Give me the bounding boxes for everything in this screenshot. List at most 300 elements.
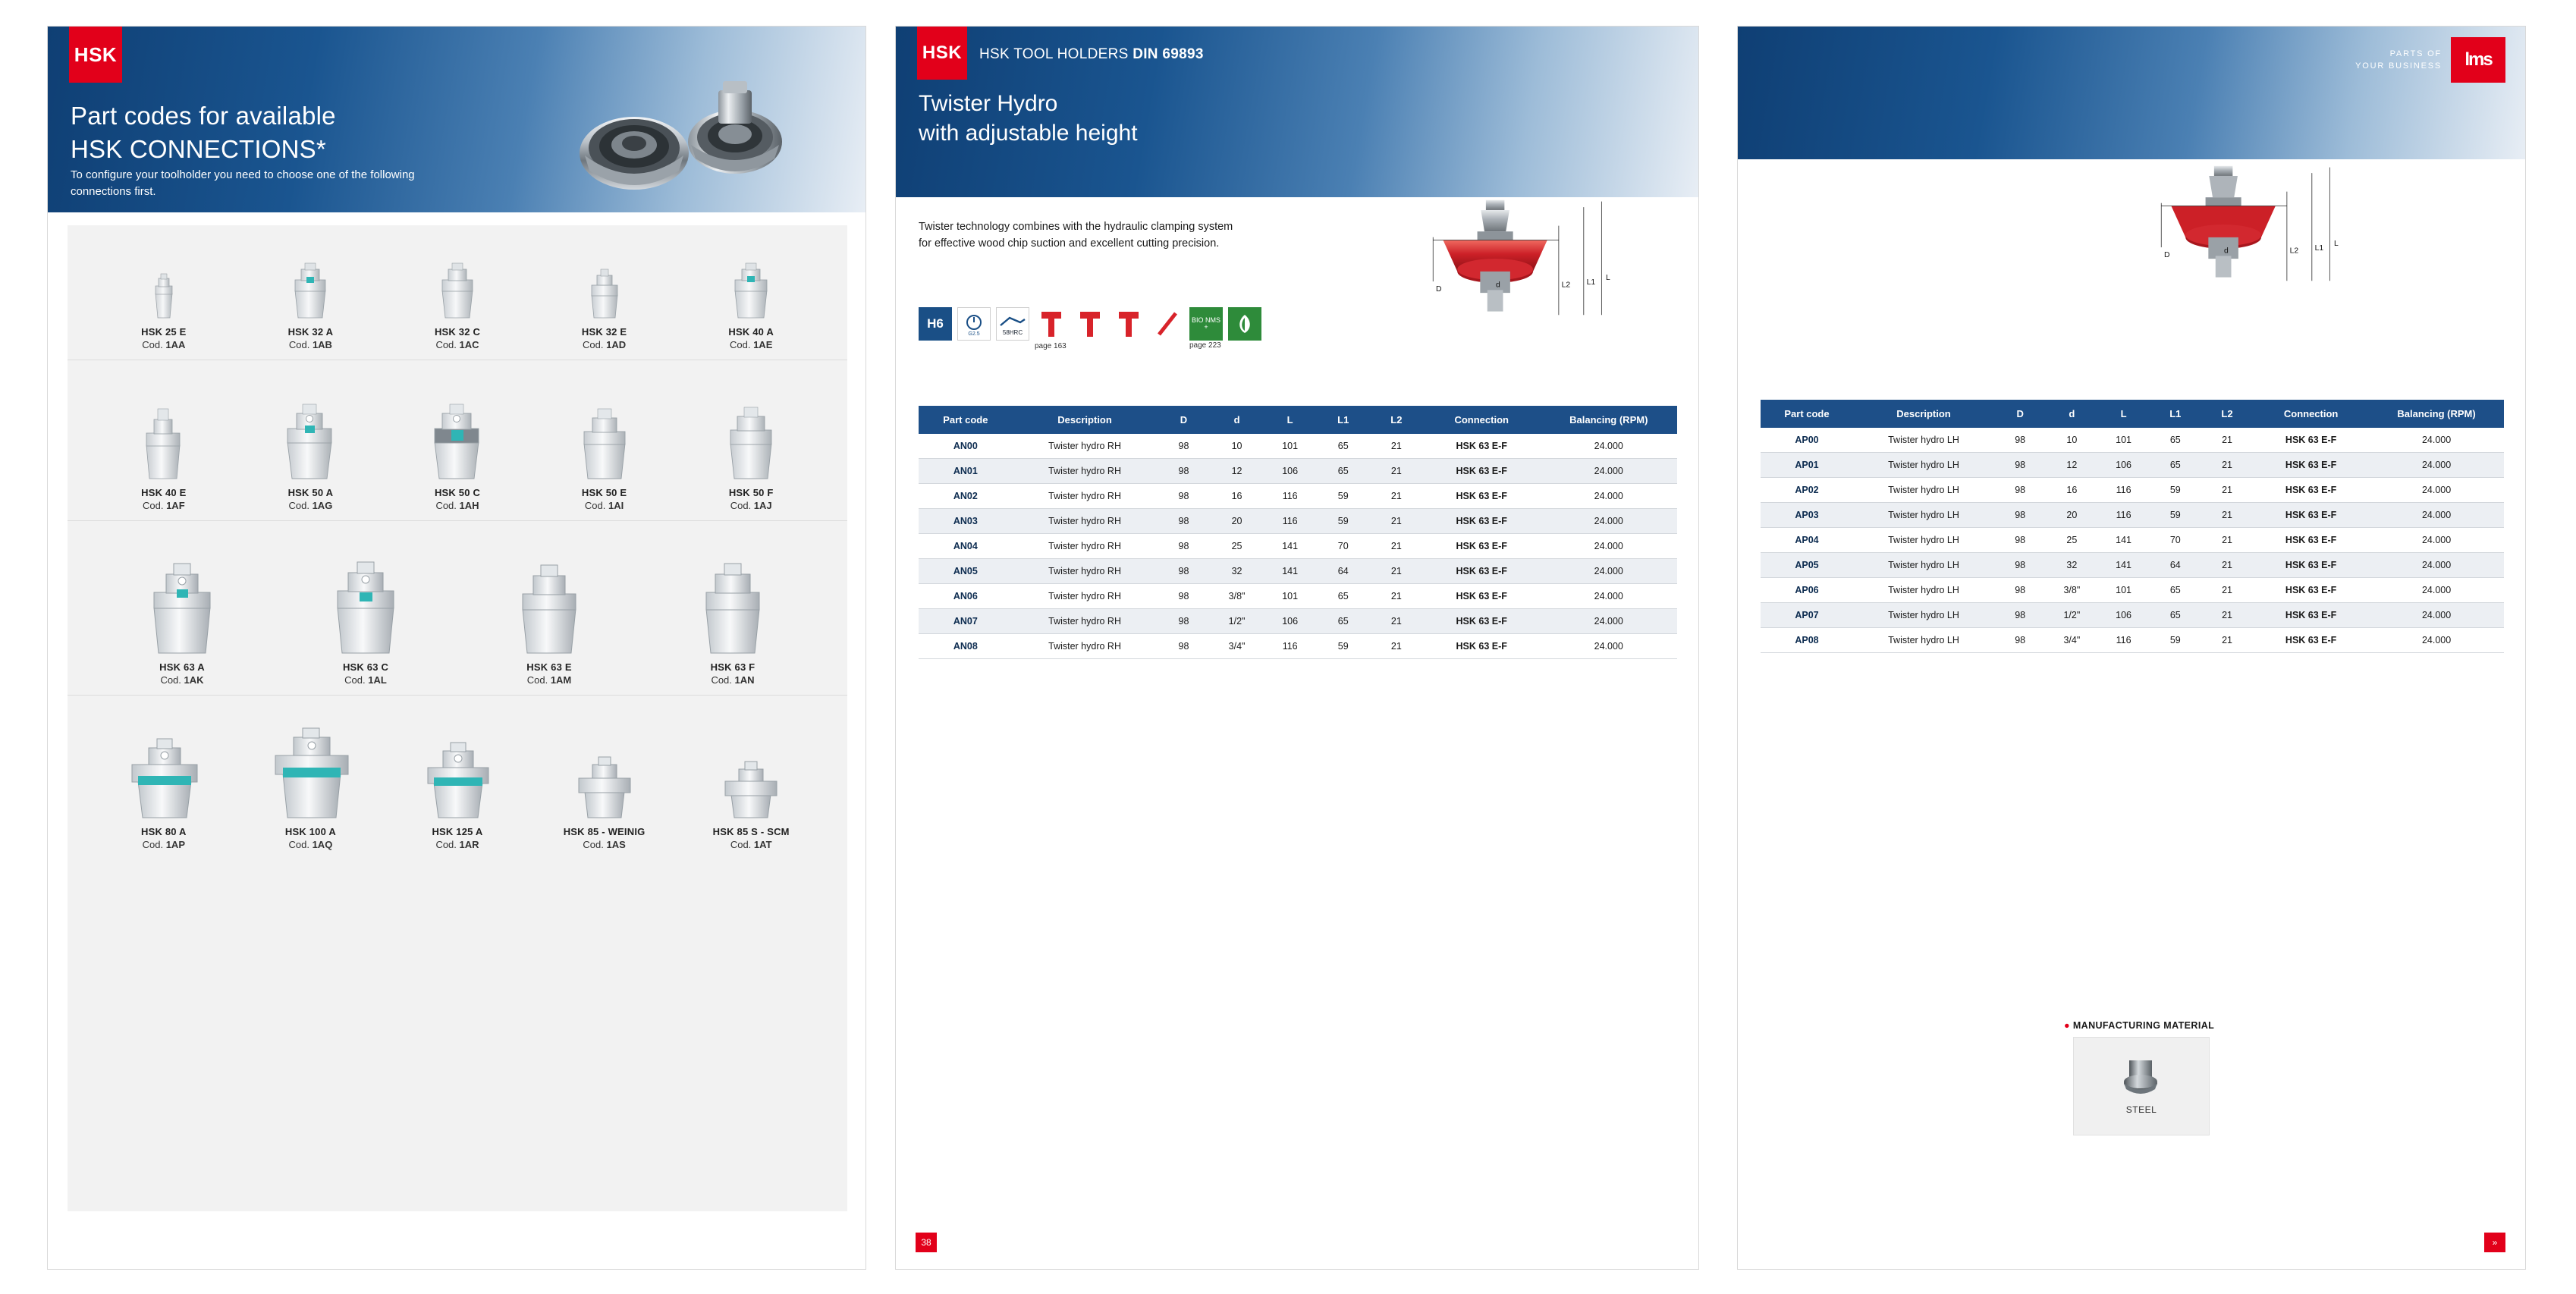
hsk-name: HSK 40 A (728, 325, 774, 338)
svg-text:d: d (1496, 281, 1500, 290)
table-row[interactable] (919, 484, 1677, 509)
hsk-caption (564, 825, 646, 852)
hsk-caption (728, 325, 774, 352)
cell-d: 98 (2015, 585, 2026, 595)
cell-l1: 59 (1337, 641, 1349, 652)
hsk-caption (141, 825, 187, 852)
hsk-item[interactable] (90, 554, 274, 687)
cell-l: 116 (1282, 491, 1298, 501)
cell-dmin: 16 (1231, 491, 1242, 501)
hsk-item[interactable] (677, 256, 825, 352)
table-row[interactable] (1761, 578, 2504, 603)
hsk-name: HSK 80 A (140, 825, 187, 837)
cell-connection: HSK 63 E-F (1456, 591, 1507, 601)
hsk-caption (582, 486, 627, 513)
cell-balancing: 24.000 (1594, 616, 1623, 627)
cell-description: Twister hydro LH (1888, 510, 1959, 520)
hsk-name: HSK 85 - WEINIG (563, 825, 646, 837)
table-row[interactable] (919, 609, 1677, 634)
page-number-badge[interactable]: » (2484, 1233, 2505, 1252)
hsk-caption (432, 825, 482, 852)
cell-l1: 59 (2169, 510, 2181, 520)
tool-right-hand-icon (1035, 307, 1068, 350)
cell-connection: HSK 63 E-F (2285, 510, 2337, 520)
cell-part-code: AP02 (1795, 485, 1819, 495)
hsk-taper-icon (565, 752, 644, 818)
cell-dmin: 12 (2066, 460, 2078, 470)
cell-l1: 65 (2169, 460, 2181, 470)
hsk-taper-icon (283, 257, 338, 318)
kicker-plain: HSK TOOL HOLDERS (979, 46, 1133, 62)
hsk-name: HSK 50 A (287, 486, 334, 498)
hsk-caption (713, 825, 790, 852)
hsk-code: Cod. 1AF (142, 500, 185, 512)
cell-l1: 70 (2169, 535, 2181, 545)
hsk-code: Cod. 1AR (435, 839, 479, 851)
page-twister-hydro-rh (895, 26, 1699, 1270)
th-l1: L1 (2150, 400, 2201, 428)
hsk-code: Cod. 1AE (729, 339, 773, 351)
hsk-item[interactable] (677, 398, 825, 513)
hsk-code: Cod. 1AT (730, 839, 772, 851)
cell-description: Twister hydro LH (1888, 635, 1959, 645)
technical-drawing-lh (2100, 163, 2373, 284)
page-title-line1: Part codes for available (71, 102, 336, 130)
table-row[interactable] (1761, 478, 2504, 503)
hsk-item[interactable] (384, 395, 531, 513)
hsk-taper-icon (568, 398, 641, 479)
lms-tagline-line2: YOUR BUSINESS (2355, 61, 2442, 71)
th-balancing: Balancing (RPM) (2369, 400, 2504, 428)
hsk-caption (285, 825, 336, 852)
technical-drawing-rh (1372, 197, 1645, 319)
th-l2: L2 (1370, 406, 1423, 434)
cell-dmin: 3/8" (1228, 591, 1246, 601)
material-card (2073, 1037, 2210, 1135)
svg-text:G2.5: G2.5 (968, 331, 980, 337)
cell-part-code: AN08 (953, 641, 978, 652)
cell-part-code: AP08 (1795, 635, 1819, 645)
table-row[interactable] (919, 534, 1677, 559)
cell-d: 98 (2015, 635, 2026, 645)
page2-banner (896, 27, 1698, 197)
cell-dmin: 32 (1231, 566, 1242, 576)
hsk-code: Cod. 1AQ (288, 839, 333, 851)
hsk-code: Cod. 1AJ (730, 500, 772, 512)
cell-description: Twister hydro RH (1048, 491, 1121, 501)
page1-banner (48, 27, 865, 212)
th-d-major: D (1157, 406, 1210, 434)
hsk-item[interactable] (384, 257, 531, 352)
page-title (919, 89, 1138, 148)
lms-logo (2355, 37, 2505, 83)
cell-d: 98 (1178, 541, 1189, 551)
hsk-taper-icon (503, 557, 595, 653)
intro-paragraph: Twister technology combines with the hydraulic clamping system for effective wood chip suction and excellent cutting precision. (919, 221, 1233, 250)
cell-l2: 21 (1390, 516, 1402, 526)
cell-l1: 65 (1337, 616, 1349, 627)
cell-dmin: 10 (2066, 435, 2078, 445)
table-row[interactable] (1761, 428, 2504, 453)
hsk-caption (141, 325, 186, 352)
cell-l1: 65 (1337, 591, 1349, 601)
hsk-caption (526, 661, 571, 687)
cell-description: Twister hydro LH (1888, 585, 1959, 595)
table-row[interactable] (919, 559, 1677, 584)
page-kicker (979, 46, 1204, 63)
table-row[interactable] (919, 634, 1677, 659)
tool-straight-icon (1112, 307, 1145, 341)
th-l1: L1 (1317, 406, 1370, 434)
table-row[interactable] (1761, 628, 2504, 653)
page-title-line2: with adjustable height (919, 121, 1138, 146)
hsk-item[interactable] (384, 739, 531, 852)
tolerance-h6-icon: H6 (919, 307, 952, 341)
cell-part-code: AN00 (953, 441, 978, 451)
cell-l2: 21 (1390, 541, 1402, 551)
svg-text:D: D (2164, 251, 2170, 260)
hsk-item[interactable] (677, 757, 825, 852)
cell-dmin: 20 (2066, 510, 2078, 520)
svg-text:L: L (2334, 240, 2339, 249)
biocompatible-icon: BIO NMS + page 223 (1189, 307, 1223, 341)
cell-balancing: 24.000 (1594, 541, 1623, 551)
svg-text:L: L (1606, 274, 1610, 283)
table-row[interactable] (1761, 603, 2504, 628)
cell-balancing: 24.000 (1594, 441, 1623, 451)
cell-description: Twister hydro LH (1888, 485, 1959, 495)
cell-balancing: 24.000 (1594, 641, 1623, 652)
cell-l2: 21 (2222, 435, 2232, 445)
hsk-caption (729, 486, 774, 513)
hsk-caption (159, 661, 205, 687)
hsk-code: Cod. 1AA (142, 339, 186, 351)
hsk-badge: HSK (917, 27, 967, 80)
th-l: L (1264, 406, 1317, 434)
hsk-caption (582, 325, 627, 352)
hsk-name: HSK 50 F (728, 486, 774, 498)
cell-part-code: AP07 (1795, 610, 1819, 620)
svg-text:L2: L2 (1561, 281, 1571, 290)
cell-l: 141 (2116, 535, 2131, 545)
hsk-name: HSK 25 E (141, 325, 187, 338)
cell-part-code: AP04 (1795, 535, 1819, 545)
cell-connection: HSK 63 E-F (2285, 585, 2337, 595)
cell-connection: HSK 63 E-F (2285, 635, 2337, 645)
cell-l1: 59 (2169, 485, 2181, 495)
cell-balancing: 24.000 (2421, 635, 2452, 645)
page-title (71, 99, 336, 165)
cell-l2: 21 (2222, 635, 2232, 645)
lms-tagline (2355, 48, 2442, 73)
th-connection: Connection (2253, 400, 2369, 428)
cell-l1: 59 (1337, 516, 1349, 526)
hsk-item[interactable] (641, 557, 825, 687)
hsk-connection-grid (68, 225, 847, 1211)
table-row[interactable] (1761, 528, 2504, 553)
cell-l2: 21 (2222, 510, 2232, 520)
spec-table-rh (919, 406, 1677, 659)
cell-balancing: 24.000 (2421, 460, 2452, 470)
table-row[interactable] (919, 584, 1677, 609)
cell-description: Twister hydro RH (1048, 541, 1121, 551)
table-header-row (919, 406, 1677, 434)
hsk-item[interactable] (237, 395, 385, 513)
cell-balancing: 24.000 (2421, 560, 2452, 570)
hsk-item[interactable] (274, 554, 457, 687)
hsk-taper-icon (413, 739, 502, 818)
hsk-name: HSK 63 C (342, 661, 389, 673)
steel-swatch-icon (2117, 1057, 2166, 1098)
cell-balancing: 24.000 (1594, 466, 1623, 476)
cell-d: 98 (2015, 560, 2026, 570)
cell-l: 106 (2116, 460, 2131, 470)
cell-l1: 65 (2169, 585, 2181, 595)
hsk-item[interactable] (237, 257, 385, 352)
cell-l1: 65 (1337, 441, 1349, 451)
hsk-caption (141, 486, 186, 513)
th-part-code: Part code (919, 406, 1013, 434)
table-header-row (1761, 400, 2504, 428)
cell-part-code: AN03 (953, 516, 978, 526)
bullet-icon: ● (2064, 1020, 2070, 1031)
cell-connection: HSK 63 E-F (1456, 641, 1507, 652)
hsk-code: Cod. 1AD (583, 339, 627, 351)
cell-dmin: 10 (1231, 441, 1242, 451)
cell-connection: HSK 63 E-F (1456, 466, 1507, 476)
th-description: Description (1853, 400, 1994, 428)
hsk-taper-icon (686, 557, 779, 653)
page1-footer (48, 1226, 865, 1269)
table-row[interactable] (1761, 553, 2504, 578)
cell-balancing: 24.000 (2421, 610, 2452, 620)
cell-connection: HSK 63 E-F (1456, 541, 1507, 551)
hsk-name: HSK 32 C (434, 325, 481, 338)
hsk-name: HSK 50 E (581, 486, 627, 498)
th-part-code: Part code (1761, 400, 1853, 428)
cell-l: 101 (1282, 441, 1299, 451)
cell-d: 98 (1178, 616, 1189, 627)
hsk-holders-photo (562, 74, 812, 206)
cell-part-code: AN01 (953, 466, 978, 476)
hsk-name: HSK 50 C (434, 486, 481, 498)
hsk-caption (435, 325, 480, 352)
hsk-name: HSK 100 A (284, 825, 336, 837)
cell-dmin: 3/8" (2063, 585, 2081, 595)
cell-l2: 21 (1390, 616, 1402, 627)
cell-l: 106 (1282, 466, 1299, 476)
cell-part-code: AN02 (953, 491, 978, 501)
cell-l2: 21 (2222, 560, 2232, 570)
cell-balancing: 24.000 (1594, 516, 1623, 526)
table-row[interactable] (919, 509, 1677, 534)
cell-l: 116 (2116, 635, 2131, 645)
cell-description: Twister hydro LH (1888, 435, 1959, 445)
hsk-code: Cod. 1AC (435, 339, 479, 351)
hsk-name: HSK 63 A (159, 661, 205, 673)
cell-l: 141 (1282, 566, 1299, 576)
cell-description: Twister hydro LH (1888, 460, 1959, 470)
hsk-taper-icon (257, 724, 363, 818)
hsk-name: HSK 63 F (710, 661, 756, 673)
kicker-standard: DIN 69893 (1132, 46, 1204, 62)
cell-connection: HSK 63 E-F (1456, 616, 1507, 627)
table-row[interactable] (1761, 453, 2504, 478)
svg-text:58HRC: 58HRC (1002, 329, 1023, 336)
svg-text:L1: L1 (2314, 243, 2324, 253)
th-balancing: Balancing (RPM) (1541, 406, 1677, 434)
hsk-item[interactable] (90, 268, 237, 352)
hsk-item[interactable] (237, 724, 385, 852)
hsk-code: Cod. 1AS (583, 839, 626, 851)
cell-dmin: 25 (2066, 535, 2078, 545)
th-description: Description (1013, 406, 1158, 434)
table-row[interactable] (1761, 503, 2504, 528)
material-label: STEEL (2125, 1104, 2157, 1115)
cell-dmin: 12 (1231, 466, 1242, 476)
cell-dmin: 20 (1231, 516, 1242, 526)
hsk-name: HSK 63 E (526, 661, 572, 673)
cell-part-code: AP06 (1795, 585, 1819, 595)
page-hsk-connections (47, 26, 866, 1270)
icon-note: page 163 (1035, 342, 1067, 350)
cell-dmin: 16 (2066, 485, 2078, 495)
hsk-code: Cod. 1AN (711, 674, 755, 686)
cell-l1: 64 (2169, 560, 2181, 570)
icon-note: page 223 (1189, 341, 1221, 350)
cell-dmin: 1/2" (1228, 616, 1246, 627)
cell-description: Twister hydro RH (1048, 591, 1121, 601)
th-l2: L2 (2201, 400, 2253, 428)
spec-table-head (1761, 400, 2504, 428)
cell-l2: 21 (1390, 491, 1402, 501)
lms-tagline-line1: PARTS OF (2389, 49, 2442, 58)
cell-part-code: AP01 (1795, 460, 1819, 470)
cell-connection: HSK 63 E-F (2285, 435, 2337, 445)
hsk-name: HSK 40 E (141, 486, 187, 498)
cell-part-code: AN05 (953, 566, 978, 576)
svg-text:L2: L2 (2289, 247, 2299, 256)
cell-connection: HSK 63 E-F (1456, 441, 1507, 451)
cell-balancing: 24.000 (1594, 591, 1623, 601)
cell-connection: HSK 63 E-F (2285, 610, 2337, 620)
page-twister-hydro-lh (1737, 26, 2526, 1270)
cell-part-code: AP05 (1795, 560, 1819, 570)
cell-description: Twister hydro LH (1888, 535, 1959, 545)
cell-l: 116 (2116, 510, 2131, 520)
page-number-badge[interactable]: 38 (916, 1233, 937, 1252)
cell-d: 98 (1178, 491, 1189, 501)
cell-connection: HSK 63 E-F (1456, 566, 1507, 576)
cell-description: Twister hydro RH (1048, 641, 1121, 652)
hsk-code: Cod. 1AP (142, 839, 185, 851)
th-l: L (2097, 400, 2149, 428)
spec-table-head (919, 406, 1677, 434)
page-title-line1: Twister Hydro (919, 91, 1058, 116)
table-row[interactable] (919, 434, 1677, 459)
material-section-title (2064, 1020, 2214, 1031)
cell-l2: 21 (2222, 535, 2232, 545)
th-connection: Connection (1423, 406, 1541, 434)
cell-balancing: 24.000 (2421, 585, 2452, 595)
page-title-line2: HSK CONNECTIONS* (71, 134, 326, 163)
cell-balancing: 24.000 (2421, 510, 2452, 520)
cell-balancing: 24.000 (2421, 485, 2452, 495)
hsk-item[interactable] (90, 734, 237, 852)
lms-mark: lms (2451, 37, 2505, 83)
hsk-item[interactable] (90, 400, 237, 513)
hsk-badge: HSK (69, 27, 122, 83)
th-d-minor: d (2046, 400, 2097, 428)
material-title-text: MANUFACTURING MATERIAL (2072, 1020, 2215, 1031)
cell-l2: 21 (1390, 441, 1402, 451)
hardness-icon (996, 307, 1029, 341)
cell-d: 98 (1178, 566, 1189, 576)
cell-l: 106 (2116, 610, 2131, 620)
hsk-caption (711, 661, 756, 687)
hsk-taper-icon (419, 395, 495, 479)
svg-text:L1: L1 (1586, 278, 1596, 287)
hsk-taper-icon (430, 257, 485, 318)
cell-l: 116 (1282, 641, 1298, 652)
cell-l1: 59 (2169, 635, 2181, 645)
table-row[interactable] (919, 459, 1677, 484)
hsk-taper-icon (715, 398, 787, 479)
balancing-icon (957, 307, 991, 341)
cell-d: 98 (2015, 610, 2026, 620)
cell-d: 98 (2015, 435, 2026, 445)
page-subtitle: To configure your toolholder you need to choose one of the following connections first. (71, 168, 415, 198)
th-d-major: D (1994, 400, 2046, 428)
cell-connection: HSK 63 E-F (2285, 460, 2337, 470)
cell-d: 98 (1178, 441, 1189, 451)
cell-l2: 21 (2222, 485, 2232, 495)
cell-l: 116 (2116, 485, 2131, 495)
cell-d: 98 (2015, 510, 2026, 520)
cell-d: 98 (2015, 535, 2026, 545)
hsk-item[interactable] (531, 752, 678, 852)
hsk-item[interactable] (531, 398, 678, 513)
cell-connection: HSK 63 E-F (1456, 516, 1507, 526)
cell-l2: 21 (1390, 466, 1402, 476)
hsk-taper-icon (272, 395, 348, 479)
cell-part-code: AN04 (953, 541, 978, 551)
page3-banner (1738, 27, 2525, 159)
grid-row (68, 360, 847, 521)
hsk-taper-icon (115, 734, 212, 818)
cell-description: Twister hydro RH (1048, 441, 1121, 451)
cell-description: Twister hydro RH (1048, 466, 1121, 476)
spec-table-body (1761, 428, 2504, 653)
hsk-item[interactable] (457, 557, 641, 687)
hsk-caption (288, 486, 334, 513)
hsk-item[interactable] (531, 260, 678, 352)
cell-balancing: 24.000 (2421, 435, 2452, 445)
cell-l2: 21 (2222, 460, 2232, 470)
cell-l2: 21 (2222, 585, 2232, 595)
cell-l: 101 (2116, 435, 2131, 445)
cell-dmin: 32 (2066, 560, 2078, 570)
hsk-taper-icon (721, 256, 781, 318)
hsk-code: Cod. 1AH (435, 500, 479, 512)
cell-l1: 65 (1337, 466, 1349, 476)
hsk-caption (343, 661, 388, 687)
cell-balancing: 24.000 (1594, 491, 1623, 501)
hsk-code: Cod. 1AI (584, 500, 624, 512)
hsk-name: HSK 32 E (581, 325, 627, 338)
spec-table-body (919, 434, 1677, 659)
cell-l1: 70 (1337, 541, 1349, 551)
